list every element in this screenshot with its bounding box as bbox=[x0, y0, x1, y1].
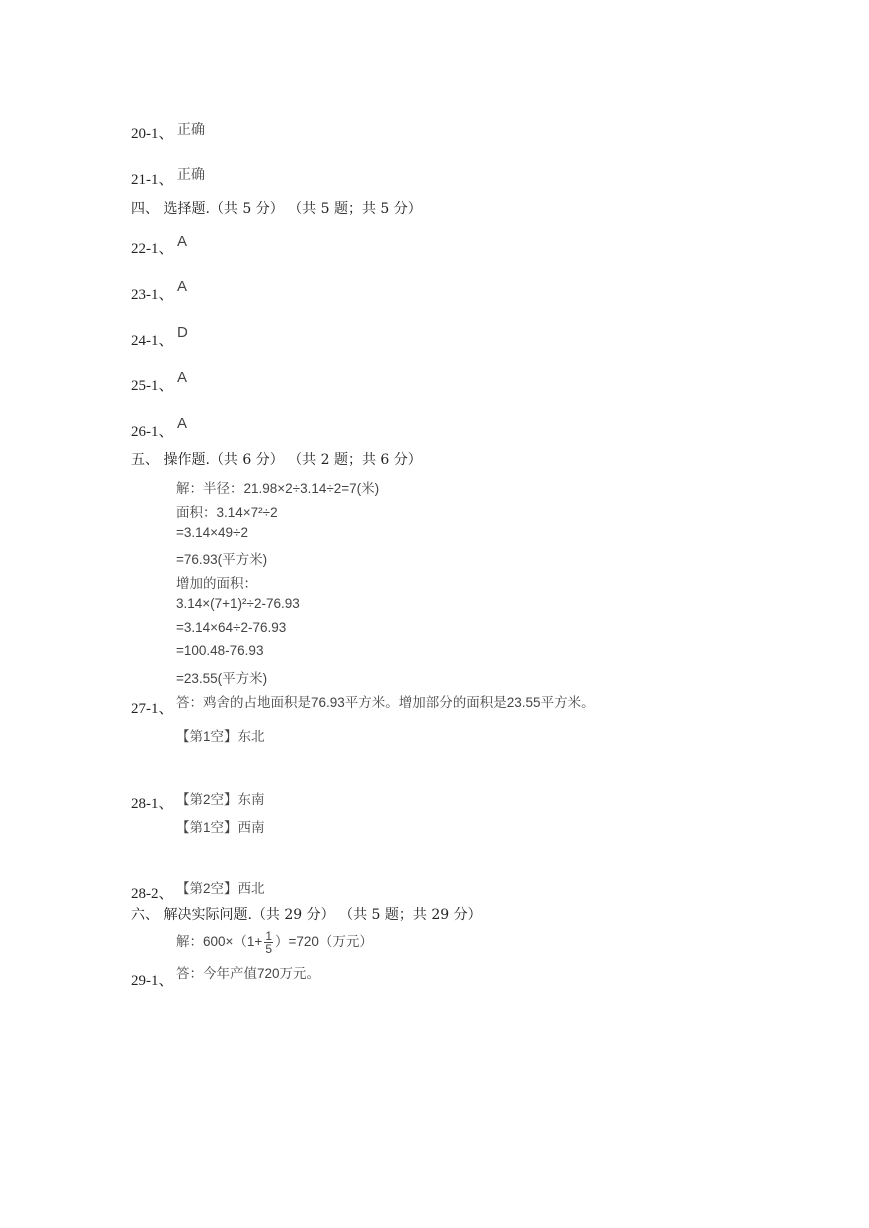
item-label-22-1: 22-1、 bbox=[131, 241, 174, 257]
item-answer-27-1: 答：鸡舍的占地面积是76.93平方米。增加部分的面积是23.55平方米。 bbox=[176, 695, 595, 710]
item-label-28-2: 28-2、 bbox=[131, 886, 174, 902]
item-label-25-1: 25-1、 bbox=[131, 378, 174, 394]
item-label-26-1: 26-1、 bbox=[131, 424, 174, 440]
item-label-28-1: 28-1、 bbox=[131, 796, 174, 812]
item-answer-23-1: A bbox=[177, 278, 188, 295]
item-label-24-1: 24-1、 bbox=[131, 333, 174, 349]
item-answer-22-1: A bbox=[177, 233, 188, 250]
item-answer-29-1: 答：今年产值720万元。 bbox=[176, 966, 321, 981]
fraction bbox=[264, 930, 273, 955]
section-5-title: 五、 操作题.（共 6 分） （共 2 题；共 6 分） bbox=[131, 452, 422, 468]
item-answer-20-1: 正确 bbox=[177, 121, 205, 137]
fraction-numerator: 1 bbox=[265, 929, 272, 943]
solution-formula bbox=[176, 930, 373, 955]
item-label-23-1: 23-1、 bbox=[131, 287, 174, 303]
solution-line: =3.14×64÷2-76.93 bbox=[176, 620, 287, 635]
item-label-29-1: 29-1、 bbox=[131, 973, 174, 989]
item-label-20-1: 20-1、 bbox=[131, 126, 174, 142]
solution-line: 面积：3.14×7²÷2 bbox=[176, 505, 278, 520]
item-answer-21-1: 正确 bbox=[177, 166, 205, 182]
solution-line: 3.14×(7+1)²÷2-76.93 bbox=[176, 596, 300, 611]
solution-line: =76.93(平方米) bbox=[176, 552, 268, 567]
item-label-27-1: 27-1、 bbox=[131, 701, 174, 717]
blank-answer: 【第1空】东北 bbox=[176, 729, 265, 744]
solution-line: =23.55(平方米) bbox=[176, 671, 268, 686]
fraction-denominator: 5 bbox=[265, 942, 272, 956]
formula-suffix: ）=720（万元） bbox=[275, 934, 373, 950]
item-answer-24-1: D bbox=[177, 324, 188, 341]
item-label-21-1: 21-1、 bbox=[131, 172, 174, 188]
blank-answer: 【第2空】东南 bbox=[176, 792, 265, 807]
formula-prefix: 解：600×（1+ bbox=[176, 934, 263, 950]
blank-answer: 【第2空】西北 bbox=[176, 881, 265, 896]
solution-line: =100.48-76.93 bbox=[176, 643, 264, 658]
section-6-title: 六、 解决实际问题.（共 29 分） （共 5 题；共 29 分） bbox=[131, 907, 482, 923]
section-4-title: 四、 选择题.（共 5 分） （共 5 题；共 5 分） bbox=[131, 201, 422, 217]
solution-line: 增加的面积： bbox=[176, 576, 257, 591]
item-answer-25-1: A bbox=[177, 369, 188, 386]
solution-line: =3.14×49÷2 bbox=[176, 525, 248, 540]
solution-line: 解：半径：21.98×2÷3.14÷2=7(米) bbox=[176, 481, 380, 496]
item-answer-26-1: A bbox=[177, 415, 188, 432]
blank-answer: 【第1空】西南 bbox=[176, 820, 265, 835]
